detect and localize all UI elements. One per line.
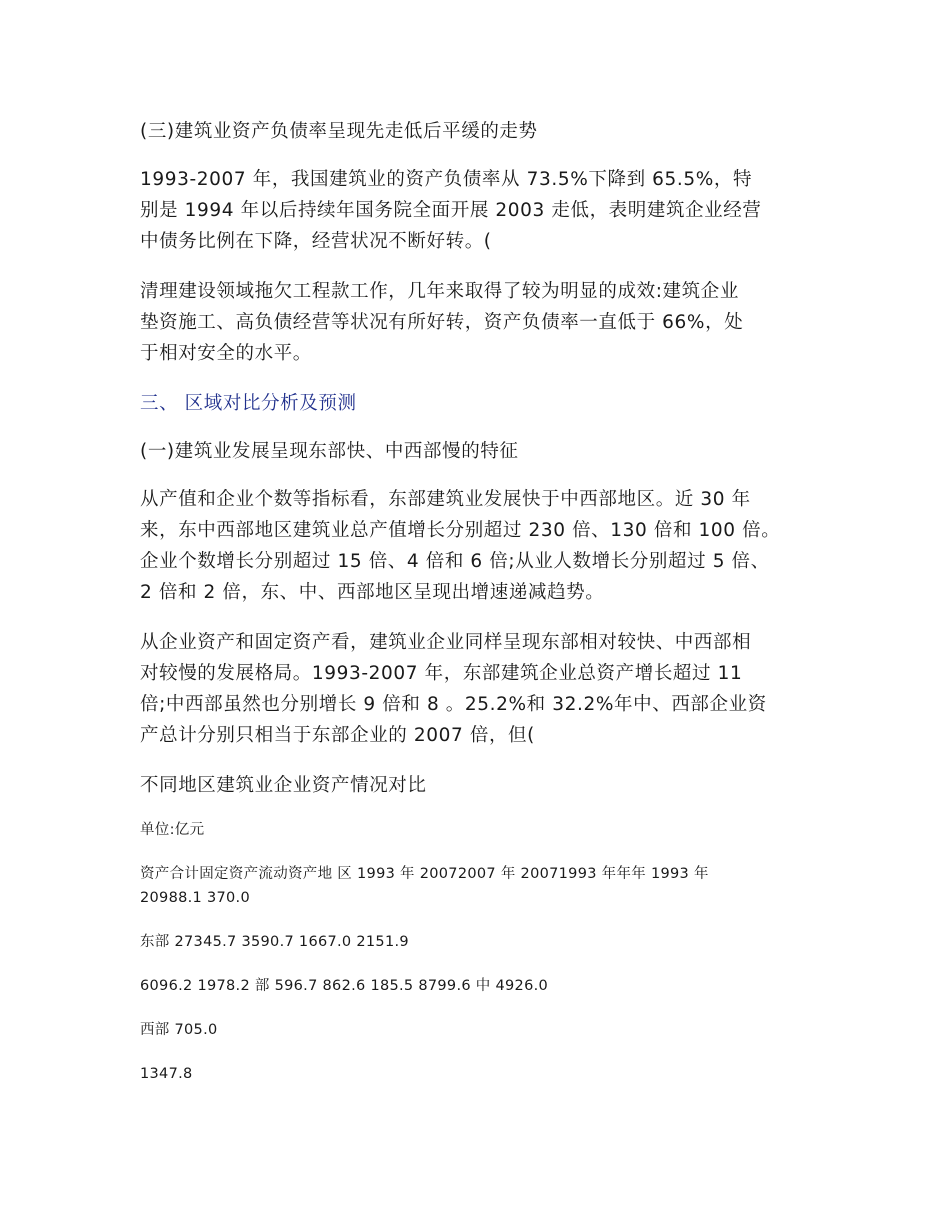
subsection-heading-3: (三)建筑业资产负债率呈现先走低后平缓的走势 [140, 121, 538, 142]
table-row-text: 20988.1 370.0 [140, 890, 250, 906]
paragraph-arrears-cleanup [140, 276, 820, 369]
text-line: 垫资施工、高负债经营等状况有所好转，资产负债率一直低于 66%，处 [140, 312, 744, 333]
text-line: 企业个数增长分别超过 15 倍、4 倍和 6 倍;从业人数增长分别超过 5 倍、 [140, 551, 770, 572]
section-heading-regional: 三、 区域对比分析及预测 [140, 393, 357, 414]
text-line: 清理建设领域拖欠工程款工作，几年来取得了较为明显的成效:建筑企业 [140, 281, 739, 302]
paragraph-asset-growth [140, 627, 820, 751]
unit-label: 单位:亿元 [140, 822, 205, 838]
text-line: 别是 1994 年以后持续年国务院全面开展 2003 走低，表明建筑企业经营 [140, 200, 762, 221]
text-line: 来，东中西部地区建筑业总产值增长分别超过 230 倍、130 倍和 100 倍。 [140, 520, 781, 541]
table-row-east: 东部 27345.7 3590.7 1667.0 2151.9 [140, 934, 409, 950]
text-line: 1993-2007 年，我国建筑业的资产负债率从 73.5%下降到 65.5%，特 [140, 169, 753, 190]
table-row-west: 西部 705.0 [140, 1022, 218, 1038]
paragraph-debt-ratio [140, 164, 820, 257]
text-line: 从企业资产和固定资产看，建筑业企业同样呈现东部相对较快、中西部相 [140, 632, 752, 653]
subsection-heading-1: (一)建筑业发展呈现东部快、中西部慢的特征 [140, 441, 519, 462]
document-page [140, 116, 820, 1086]
text-line: 2 倍和 2 倍，东、中、西部地区呈现出增速递减趋势。 [140, 582, 605, 603]
text-line: 中债务比例在下降，经营状况不断好转。( [140, 231, 492, 252]
table-row-extra: 1347.8 [140, 1066, 193, 1082]
text-line: 于相对安全的水平。 [140, 343, 312, 364]
paragraph-output-growth [140, 484, 820, 608]
text-line: 从产值和企业个数等指标看，东部建筑业发展快于中西部地区。近 30 年 [140, 489, 751, 510]
text-line: 对较慢的发展格局。1993-2007 年，东部建筑企业总资产增长超过 11 [140, 663, 743, 684]
table-title: 不同地区建筑业企业资产情况对比 [140, 775, 427, 796]
table-row-text: 资产合计固定资产流动资产地 区 1993 年 20072007 年 20071993 年年年 1993 年 [140, 866, 709, 882]
table-row-central: 6096.2 1978.2 部 596.7 862.6 185.5 8799.6 中 4926.0 [140, 978, 549, 994]
text-line: 倍;中西部虽然也分别增长 9 倍和 8 。25.2%和 32.2%年中、西部企业资 [140, 694, 767, 715]
table-row-header [140, 862, 820, 910]
text-line: 产总计分别只相当于东部企业的 2007 倍，但( [140, 725, 535, 746]
